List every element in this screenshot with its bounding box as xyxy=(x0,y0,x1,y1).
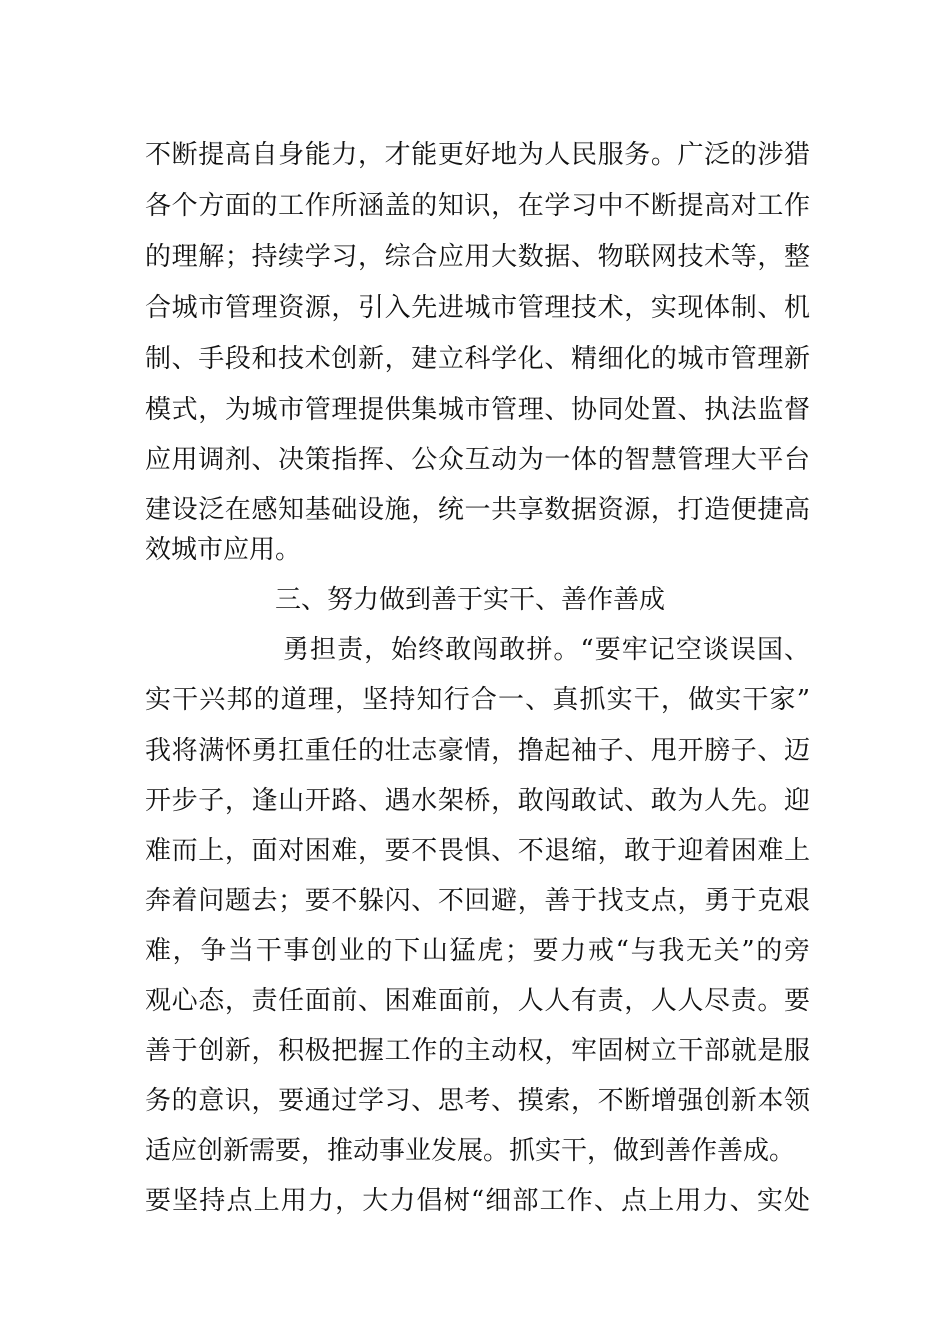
paragraph-line: 我将满怀勇扛重任的壮志豪情，撸起袖子、甩开膀子、迈 xyxy=(145,736,810,766)
paragraph-line: 制、手段和技术创新，建立科学化、精细化的城市管理新 xyxy=(145,344,810,374)
paragraph-line: 合城市管理资源，引入先进城市管理技术，实现体制、机 xyxy=(145,293,810,323)
paragraph-line: 要坚持点上用力，大力倡树“细部工作、点上用力、实处 xyxy=(145,1186,810,1216)
paragraph-line: 观心态，责任面前、困难面前，人人有责，人人尽责。要 xyxy=(145,986,810,1016)
paragraph-line: 效城市应用。 xyxy=(145,535,302,565)
section-heading: 三、努力做到善于实干、善作善成 xyxy=(275,585,666,615)
paragraph-line: 建设泛在感知基础设施，统一共享数据资源，打造便捷高 xyxy=(145,495,810,525)
paragraph-line: 模式，为城市管理提供集城市管理、协同处置、执法监督 xyxy=(145,395,810,425)
paragraph-line: 不断提高自身能力，才能更好地为人民服务。广泛的涉猎 xyxy=(145,140,810,170)
paragraph-line: 难而上，面对困难，要不畏惧、不退缩，敢于迎着困难上 xyxy=(145,836,810,866)
paragraph-line: 的理解；持续学习，综合应用大数据、物联网技术等，整 xyxy=(145,242,810,272)
paragraph-line: 实干兴邦的道理，坚持知行合一、真抓实干，做实干家” xyxy=(145,685,810,715)
paragraph-line: 各个方面的工作所涵盖的知识，在学习中不断提高对工作 xyxy=(145,191,810,221)
paragraph-line: 务的意识，要通过学习、思考、摸索，不断增强创新本领 xyxy=(145,1086,810,1116)
paragraph-line: 开步子，逢山开路、遇水架桥，敢闯敢试、敢为人先。迎 xyxy=(145,786,810,816)
paragraph-line: 适应创新需要，推动事业发展。抓实干，做到善作善成。 xyxy=(145,1136,796,1166)
paragraph-first-line: 勇担责，始终敢闯敢拼。“要牢记空谈误国、 xyxy=(283,635,810,665)
paragraph-line: 应用调剂、决策指挥、公众互动为一体的智慧管理大平台 xyxy=(145,445,810,475)
paragraph-line: 难，争当干事创业的下山猛虎；要力戒“与我无关”的旁 xyxy=(145,936,810,966)
paragraph-line: 善于创新，积极把握工作的主动权，牢固树立干部就是服 xyxy=(145,1036,810,1066)
paragraph-line: 奔着问题去；要不躲闪、不回避，善于找支点，勇于克艰 xyxy=(145,886,810,916)
